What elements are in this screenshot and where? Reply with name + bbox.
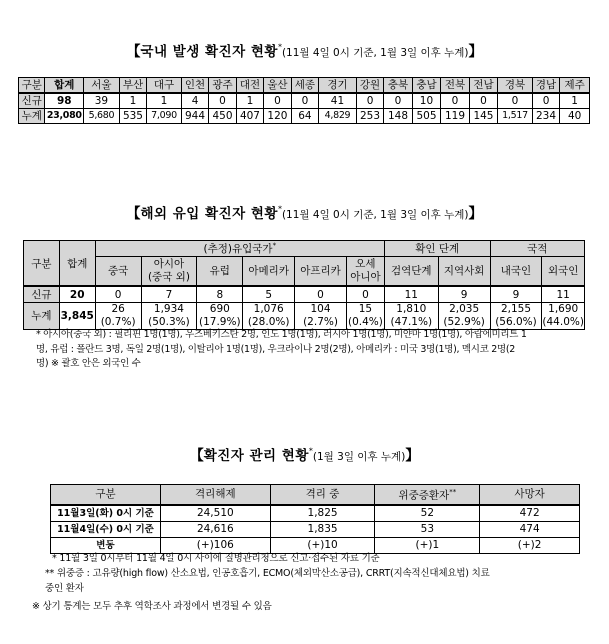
cumulative-count: 1,810 [396,303,427,315]
data-cell: 1 [119,93,146,109]
management-section-title: 【확진자 관리 현황*(1월 3일 이후 누계)】 [189,446,420,464]
cumulative-percent: (50.3%) [148,316,190,328]
data-cell: 0 [441,93,469,109]
overseas-header-stage: 확인 단계 [384,241,490,257]
management-footnote-1: * 11월 3일 0시부터 11월 4일 0시 사이에 질병관리청으로 신고·접수된 자료 기준 [52,553,380,564]
data-cell: 0 [356,93,383,109]
header-cell: 서울 [84,78,120,94]
cumulative-percent: (28.0%) [247,316,290,328]
cumulative-percent: (56.0%) [495,316,537,328]
header-cell: 전남 [469,78,497,94]
overseas-title: 해외 유입 확진자 현황 [140,206,278,222]
header-cell: 전북 [441,78,469,94]
overseas-cumulative-row [24,303,585,330]
data-cell: 944 [181,109,208,124]
data-cell: (+)10 [270,537,375,553]
data-cell: 39 [84,93,120,109]
overseas-header-origin: (추정)유입국가* [95,241,384,257]
data-cell: 148 [384,109,412,124]
data-cell: 24,616 [160,521,270,537]
new-value-cell: 0 [95,286,141,303]
header-critical: 위중증환자** [375,485,480,505]
footnote-line: 명, 유럽 : 폴란드 3명, 독일 2명(1명), 이탈리아 1명(1명), 우크라이나 2명(2명), 아메리카 : 미국 3명(1명), 멕시코 2명(2 [36,343,516,355]
header-cell: 경남 [532,78,559,94]
data-cell: 474 [480,521,580,537]
new-value-cell: 0 [346,286,384,303]
header-cell: 구분 [19,78,45,94]
data-cell: 120 [264,109,291,124]
management-table [50,484,580,554]
data-cell: 234 [532,109,559,124]
data-cell: 98 [45,93,84,109]
header-isolated: 격리 중 [270,485,375,505]
header-foreign: 외국인 [542,257,585,287]
data-cell: 1 [236,93,263,109]
cumulative-count: 15 [358,303,373,315]
cumulative-count: 2,155 [500,303,531,315]
new-value-cell: 5 [243,286,295,303]
data-cell: 53 [375,521,480,537]
data-cell: (+)106 [160,537,270,553]
header-quarantine: 검역단계 [384,257,438,287]
domestic-new-row [19,93,590,109]
cumulative-count: 26 [111,303,125,315]
data-cell: 23,080 [45,109,84,124]
overseas-header-total: 합계 [59,241,95,287]
header-cell: 울산 [264,78,291,94]
management-title-mark: * [308,446,313,456]
management-footnote-4: ※ 상기 통계는 모두 추후 역학조사 과정에서 변경될 수 있음 [32,601,272,612]
domestic-section-title: 【국내 발생 확진자 현황*(11월 4일 0시 기준, 1월 3일 이후 누계)】 [126,42,483,60]
data-cell: 0 [469,93,497,109]
cumulative-percent: (44.0%) [542,316,584,328]
management-title-note: (1월 3일 이후 누계) [312,451,406,463]
header-cell: 광주 [209,78,236,94]
data-cell: 450 [209,109,236,124]
header-africa: 아프리카 [295,257,347,287]
header-cell: 합계 [45,78,84,94]
header-oceania: 오세 아니아 [346,257,384,287]
overseas-header-gubun: 구분 [24,241,60,287]
management-footnote-3: 중인 환자 [45,583,84,594]
cumulative-value-cell [243,303,295,330]
footnote-line: * 아시아(중국 외) : 필리핀 1명(1명), 우즈베키스탄 2명, 인도 1명(1명), 러시아 1명(1명), 미얀마 1명(1명), 아랍에미리트 1 [36,329,527,340]
data-cell: 1,835 [270,521,375,537]
data-cell: 0 [384,93,412,109]
new-value-cell: 0 [295,286,347,303]
data-cell: 1 [560,93,590,109]
cumulative-value-cell [346,303,384,330]
cumulative-value-cell [490,303,542,330]
new-value-cell: 9 [438,286,490,303]
row-label: 11월3일(화) 0시 기준 [51,505,161,522]
data-cell: 0 [264,93,291,109]
cumulative-percent: (0.4%) [347,316,383,328]
new-total: 20 [59,286,95,303]
data-cell: 4 [181,93,208,109]
header-released: 격리해제 [160,485,270,505]
cumulative-value-cell [295,303,347,330]
cumulative-value-cell [384,303,438,330]
overseas-title-mark: * [277,204,282,214]
overseas-header-row-2 [24,257,585,287]
header-korean: 내국인 [490,257,542,287]
cumulative-percent: (2.7%) [303,316,338,328]
overseas-cases-table [23,240,585,330]
management-title: 확진자 관리 현황 [203,448,309,464]
data-cell: (+)1 [375,537,480,553]
data-cell: 1,517 [498,109,533,124]
domestic-title-note: (11월 4일 0시 기준, 1월 3일 이후 누계) [281,47,469,59]
cumulative-value-cell [95,303,141,330]
management-header-row [51,485,580,505]
data-cell: 5,680 [84,109,120,124]
cumulative-count: 1,690 [548,303,579,315]
footnote-line: 명) ※ 괄호 안은 외국인 수 [36,358,141,369]
header-cell: 대전 [236,78,263,94]
domestic-cumulative-row [19,109,590,124]
data-cell: 253 [356,109,383,124]
management-footnote-2: ** 위중증 : 고유량(high flow) 산소요법, 인공호흡기, ECMO(체외막산소공급), CRRT(지속적신대체요법) 치료 [45,568,490,579]
new-value-cell: 9 [490,286,542,303]
data-cell: 0 [209,93,236,109]
data-cell: 535 [119,109,146,124]
cumulative-value-cell [197,303,243,330]
header-cell: 부산 [119,78,146,94]
cumulative-percent: (47.1%) [390,316,433,328]
data-cell: 505 [412,109,440,124]
cumulative-count: 104 [310,303,331,315]
data-cell: 52 [375,505,480,522]
overseas-new-row [24,286,585,303]
data-cell: 0 [291,93,318,109]
row-label: 신규 [19,93,45,109]
overseas-footnote [36,328,527,372]
data-cell: 7,090 [147,109,182,124]
domestic-header-row [19,78,590,94]
row-label: 누계 [24,303,60,330]
header-china: 중국 [95,257,141,287]
data-cell: 472 [480,505,580,522]
new-value-cell: 8 [197,286,243,303]
row-label: 신규 [24,286,60,303]
data-cell: 1 [147,93,182,109]
new-value-cell: 11 [384,286,438,303]
data-cell: 64 [291,109,318,124]
header-cell: 충남 [412,78,440,94]
new-value-cell: 7 [141,286,197,303]
row-label: 누계 [19,109,45,124]
data-cell: 1,825 [270,505,375,522]
new-value-cell: 11 [542,286,585,303]
cumulative-value-cell [438,303,490,330]
header-cell: 제주 [560,78,590,94]
cumulative-value-cell [542,303,585,330]
header-cell: 경기 [319,78,357,94]
header-local: 지역사회 [438,257,490,287]
header-cell: 경북 [498,78,533,94]
data-cell: 119 [441,109,469,124]
data-cell: 145 [469,109,497,124]
header-asia: 아시아 (중국 외) [141,257,197,287]
data-cell: 0 [532,93,559,109]
data-cell: 407 [236,109,263,124]
cumulative-percent: (52.9%) [443,316,485,328]
header-cell: 충북 [384,78,412,94]
row-label: 변동 [51,537,161,553]
header-cell: 강원 [356,78,383,94]
overseas-title-note: (11월 4일 0시 기준, 1월 3일 이후 누계) [281,209,469,221]
domestic-cases-table [18,77,590,124]
cumulative-count: 690 [209,303,230,315]
overseas-header-nationality: 국적 [490,241,584,257]
header-europe: 유럽 [197,257,243,287]
data-cell: 0 [498,93,533,109]
header-cell: 대구 [147,78,182,94]
domestic-title: 국내 발생 확진자 현황 [140,44,278,60]
header-gubun: 구분 [51,485,161,505]
domestic-title-mark: * [277,42,282,52]
cumulative-percent: (17.9%) [199,316,241,328]
overseas-section-title: 【해외 유입 확진자 현황*(11월 4일 0시 기준, 1월 3일 이후 누계)】 [126,204,483,222]
data-cell: 40 [560,109,590,124]
data-cell: 4,829 [319,109,357,124]
header-cell: 인천 [181,78,208,94]
data-cell: (+)2 [480,537,580,553]
header-deaths: 사망자 [480,485,580,505]
overseas-header-row-1 [24,241,585,257]
cumulative-percent: (0.7%) [100,316,136,328]
management-row [51,521,580,537]
cumulative-value-cell [141,303,197,330]
cumulative-count: 1,934 [153,303,184,315]
header-america: 아메리카 [243,257,295,287]
management-row [51,505,580,522]
data-cell: 10 [412,93,440,109]
header-cell: 세종 [291,78,318,94]
cumulative-count: 1,076 [253,303,284,315]
cumulative-total: 3,845 [59,303,95,330]
data-cell: 41 [319,93,357,109]
cumulative-count: 2,035 [449,303,480,315]
row-label: 11월4일(수) 0시 기준 [51,521,161,537]
data-cell: 24,510 [160,505,270,522]
